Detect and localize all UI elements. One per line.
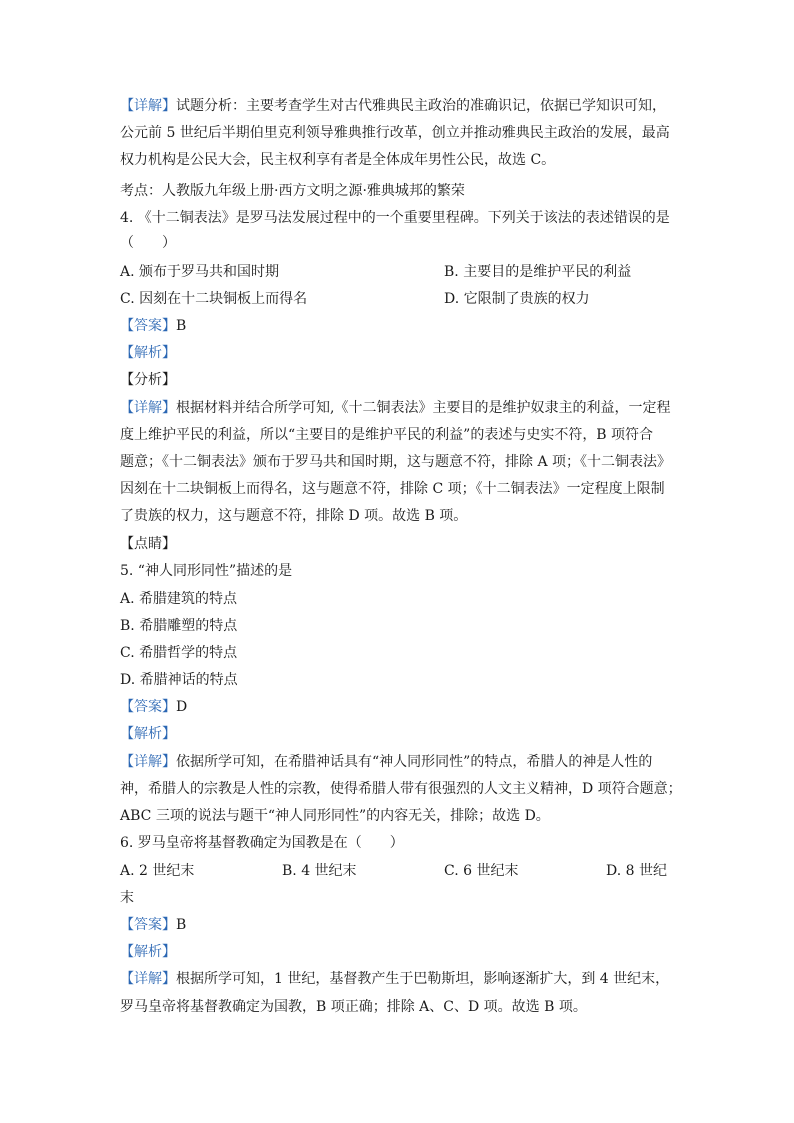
q6-stem: 6. 罗马皇帝将基督教确定为国教是在（ ） xyxy=(120,835,404,851)
q6-detail-line-2: 罗马皇帝将基督教确定为国教，B 项正确；排除 A、C、D 项。故选 B 项。 xyxy=(120,999,587,1015)
q6-option-c: C. 6 世纪末 xyxy=(444,863,519,879)
q5-detail-line-1 xyxy=(120,752,652,772)
detail-tag: 【详解】 xyxy=(120,98,176,114)
q4-detail-line-1 xyxy=(120,398,670,418)
q3-detail-line-2: 公元前 5 世纪后半期伯里克利领导雅典推行改革，创立并推动雅典民主政治的发展，最高 xyxy=(120,125,670,141)
q6-answer xyxy=(120,915,186,935)
q4-option-b: B. 主要目的是维护平民的利益 xyxy=(444,264,632,280)
q4-option-c: C. 因刻在十二块铜板上而得名 xyxy=(120,291,308,307)
q5-stem: 5. “神人同形同性”描述的是 xyxy=(120,563,293,579)
q5-answer-value: D xyxy=(176,699,188,715)
q3-detail-line-3: 权力机构是公民大会，民主权利享有者是全体成年男性公民，故选 C。 xyxy=(120,152,556,168)
answer-tag: 【答案】 xyxy=(120,318,176,334)
q5-answer xyxy=(120,697,187,717)
q4-detail-line-2: 度上维护平民的利益，所以“主要目的是维护平民的利益”的表述与史实不符，B 项符合 xyxy=(120,427,654,443)
q4-option-d: D. 它限制了贵族的权力 xyxy=(444,291,590,307)
q4-detail-line-3: 题意；《十二铜表法》颁布于罗马共和国时期，这与题意不符，排除 A 项；《十二铜表法》 xyxy=(120,454,672,470)
q6-answer-value: B xyxy=(176,917,187,933)
q6-option-a: A. 2 世纪末 xyxy=(120,863,195,879)
answer-tag: 【答案】 xyxy=(120,917,176,933)
q4-stem-line-1: 4. 《十二铜表法》是罗马法发展过程中的一个重要里程碑。下列关于该法的表述错误的是 xyxy=(120,210,670,226)
answer-tag: 【答案】 xyxy=(120,699,176,715)
q4-detail-line-5: 了贵族的权力，这与题意不符，排除 D 项。故选 B 项。 xyxy=(120,508,468,524)
q6-option-d-wrap: 末 xyxy=(120,890,134,906)
q5-option-d: D. 希腊神话的特点 xyxy=(120,672,238,688)
q6-detail-line-1 xyxy=(120,969,669,989)
q4-answer xyxy=(120,316,186,336)
q3-detail-line-1 xyxy=(120,96,666,116)
q5-option-a: A. 希腊建筑的特点 xyxy=(120,591,238,607)
q4-answer-value: B xyxy=(176,318,187,334)
q6-option-d: D. 8 世纪 xyxy=(606,863,667,879)
q5-jiexi-tag: 【解析】 xyxy=(120,726,176,742)
q5-detail-line-2: 神，希腊人的宗教是人性的宗教，使得希腊人带有很强烈的人文主义精神，D 项符合题意； xyxy=(120,781,682,797)
q6-option-b: B. 4 世纪末 xyxy=(282,863,357,879)
q6-jiexi-tag: 【解析】 xyxy=(120,944,176,960)
q3-detail-text-1: 试题分析：主要考查学生对古代雅典民主政治的准确识记，依据已学知识可知， xyxy=(176,98,666,114)
q4-stem-line-2: （ ） xyxy=(120,235,176,251)
q4-dianjing-tag: 【点睛】 xyxy=(120,536,176,552)
q5-detail-line-3: ABC 三项的说法与题干“神人同形同性”的内容无关，排除；故选 D。 xyxy=(120,808,550,824)
detail-tag: 【详解】 xyxy=(120,971,176,987)
detail-tag: 【详解】 xyxy=(120,400,176,416)
q3-kaodian: 考点：人教版九年级上册·西方文明之源·雅典城邦的繁荣 xyxy=(120,183,465,199)
q4-jiexi-tag: 【解析】 xyxy=(120,345,176,361)
q4-fenxi-tag: 【分析】 xyxy=(120,372,176,388)
q4-detail-text-1: 根据材料并结合所学可知,《十二铜表法》主要目的是维护奴隶主的利益，一定程 xyxy=(176,400,671,416)
detail-tag: 【详解】 xyxy=(120,754,176,770)
q4-detail-line-4: 因刻在十二块铜板上而得名，这与题意不符，排除 C 项；《十二铜表法》一定程度上限制 xyxy=(120,481,665,497)
q4-option-a: A. 颁布于罗马共和国时期 xyxy=(120,264,280,280)
q5-detail-text-1: 依据所学可知，在希腊神话具有“神人同形同性”的特点，希腊人的神是人性的 xyxy=(176,754,653,770)
q5-option-c: C. 希腊哲学的特点 xyxy=(120,645,238,661)
q5-option-b: B. 希腊雕塑的特点 xyxy=(120,618,238,634)
q6-detail-text-1: 根据所学可知，1 世纪，基督教产生于巴勒斯坦，影响逐渐扩大，到 4 世纪末， xyxy=(176,971,670,987)
